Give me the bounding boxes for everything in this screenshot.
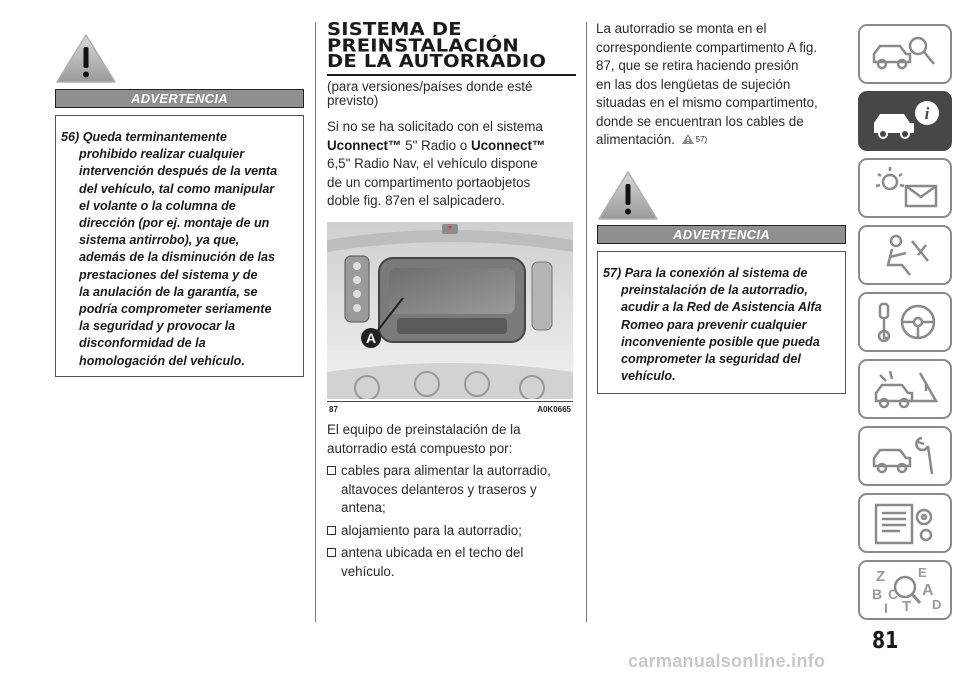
warning-reference: 57) [695, 135, 708, 144]
dashboard-compartment-illustration [327, 222, 573, 399]
intro-line: Si no se ha solicitado con el sistema [327, 119, 543, 134]
warning-line: intervención después de la venta [79, 164, 278, 179]
warning-line: además de la disminución de las [79, 250, 275, 265]
tab-safety[interactable] [858, 225, 952, 285]
subtitle-line: previsto) [327, 93, 379, 108]
bullet-box-icon [327, 526, 336, 535]
section-title [327, 18, 577, 72]
index-letter: C [888, 586, 899, 602]
warning-line: Para la conexión al sistema de [624, 266, 808, 280]
warning-line: comprometer la seguridad del [621, 352, 801, 367]
section-subtitle [327, 80, 577, 108]
warning-box-56 [55, 115, 304, 377]
tab-emergency[interactable] [858, 359, 952, 419]
warning-header: ADVERTENCIA [673, 227, 770, 242]
column-divider-left [315, 22, 316, 622]
warning-line: Queda terminantemente [82, 130, 227, 144]
mounting-line: en las dos lengüetas de sujeción [596, 76, 791, 92]
warning-light-mail-icon [866, 164, 944, 212]
car-search-icon [866, 30, 944, 78]
car-info-icon [866, 97, 944, 145]
list-item [327, 522, 579, 541]
kit-intro [327, 421, 577, 458]
warning-line: inconveniente posible que pueda [621, 334, 820, 349]
warning-box-57 [597, 251, 846, 394]
kit-bullets [327, 462, 579, 581]
intro-line: 5" Radio o [401, 137, 471, 153]
bullet-line: alojamiento para la autorradio; [341, 522, 522, 538]
intro-line: doble fig. 87en el salpicadero. [327, 193, 505, 208]
tab-servicing[interactable] [858, 426, 952, 486]
key-steering-wheel-icon [866, 298, 944, 346]
warning-line: homologación del vehículo. [79, 353, 245, 368]
warning-header: ADVERTENCIA [131, 91, 228, 106]
warning-line: prestaciones del sistema y de [79, 267, 258, 282]
warning-triangle-icon [55, 33, 117, 84]
figure-caption [327, 401, 573, 415]
warning-paragraph [61, 129, 301, 370]
svg-text:i: i [924, 104, 930, 123]
mounting-line: donde se encuentran los cables de [596, 113, 804, 129]
section-title-line: DE LA AUTORRADIO [327, 50, 547, 72]
kit-line: El equipo de preinstalación de la [327, 422, 521, 437]
figure-87 [327, 222, 573, 399]
bullet-line: vehículo. [341, 563, 395, 579]
index-letter: D [932, 597, 942, 612]
warning-line: acudir a la Red de Asistencia Alfa [621, 300, 822, 315]
warning-item-number: 56) [61, 130, 80, 144]
car-wrench-icon [866, 432, 944, 480]
index-letter: E [918, 565, 927, 580]
warning-line: preinstalación de la autorradio, [621, 283, 808, 298]
uconnect-label: Uconnect™ [327, 137, 402, 153]
mounting-line: situadas en el mismo compartimento, [596, 95, 818, 110]
warning-item-number: 57) [603, 266, 622, 280]
warning-triangle-icon [597, 170, 659, 221]
index-letter: A [922, 582, 934, 599]
kit-line: autorradio está compuesto por: [327, 440, 513, 456]
section-title-line: SISTEMA DE [327, 18, 462, 40]
tab-starting-driving[interactable] [858, 292, 952, 352]
warning-header-bar [597, 225, 846, 244]
intro-paragraph [327, 118, 577, 211]
figure-number: 87 [329, 405, 338, 414]
warning-line: la seguridad y provocar la [79, 319, 236, 334]
index-letter: Z [876, 568, 886, 585]
warning-reference-icon [681, 133, 695, 145]
tab-alphabetical-index[interactable] [858, 560, 952, 620]
car-breakdown-icon [866, 365, 944, 413]
watermark: carmanualsonline.info [628, 651, 826, 671]
warning-line: disconformidad de la [79, 336, 206, 351]
warning-line: del vehículo, tal como manipular [79, 181, 275, 196]
index-letter: T [902, 598, 912, 615]
bullet-box-icon [327, 466, 336, 475]
bullet-box-icon [327, 548, 336, 557]
title-underline [327, 74, 576, 76]
section-title-line: PREINSTALACIÓN [327, 34, 519, 56]
warning-line: el volante o la columna de [79, 198, 236, 213]
mounting-line: alimentación. [596, 132, 675, 147]
uconnect-label: Uconnect™ [470, 137, 546, 153]
bullet-line: antena ubicada en el techo del [341, 545, 524, 560]
warning-paragraph [603, 265, 843, 385]
warning-line: podría comprometer seriamente [79, 302, 272, 317]
column-divider-right [586, 22, 587, 622]
warning-line: la anulación de la garantía, se [79, 284, 258, 299]
warning-line: sistema antirrobo), ya que, [79, 233, 240, 248]
warning-header-bar [55, 89, 304, 108]
list-item [327, 544, 579, 581]
bullet-line: altavoces delanteros y traseros y [341, 481, 537, 497]
alphabetical-index-icon [866, 565, 944, 615]
mounting-paragraph [596, 20, 848, 150]
warning-line: vehículo. [621, 369, 676, 384]
intro-line: de un compartimento portaobjetos [327, 174, 531, 190]
tab-car-info[interactable] [858, 91, 952, 151]
mounting-line: La autorradio se monta en el [596, 21, 767, 36]
warning-text-56 [61, 129, 301, 370]
subtitle-line: (para versiones/países donde esté [327, 79, 533, 94]
figure-marker-A: A [365, 330, 377, 346]
figure-code: A0K0665 [537, 405, 571, 414]
bullet-line: antena; [341, 500, 386, 515]
tab-technical-data[interactable] [858, 493, 952, 553]
tab-warning-lights[interactable] [858, 158, 952, 218]
warning-line: dirección (por ej. montaje de un [79, 216, 270, 231]
warning-text-57 [603, 265, 843, 385]
tab-car-search[interactable] [858, 24, 952, 84]
bullet-line: cables para alimentar la autorradio, [341, 463, 551, 478]
warning-line: prohibido realizar cualquier [79, 147, 245, 162]
index-letter: I [884, 600, 888, 615]
page-number: 81 [872, 628, 899, 654]
airbag-seat-icon [866, 231, 944, 279]
intro-line: 6,5" Radio Nav, el vehículo dispone [327, 156, 538, 171]
list-item [327, 462, 579, 518]
document-gears-icon [866, 499, 944, 547]
index-letter: B [872, 586, 883, 602]
mounting-line: 87, que se retira haciendo presión [596, 58, 799, 73]
warning-line: Romeo para prevenir cualquier [621, 317, 807, 332]
mounting-line: correspondiente compartimento A fig. [596, 39, 818, 55]
